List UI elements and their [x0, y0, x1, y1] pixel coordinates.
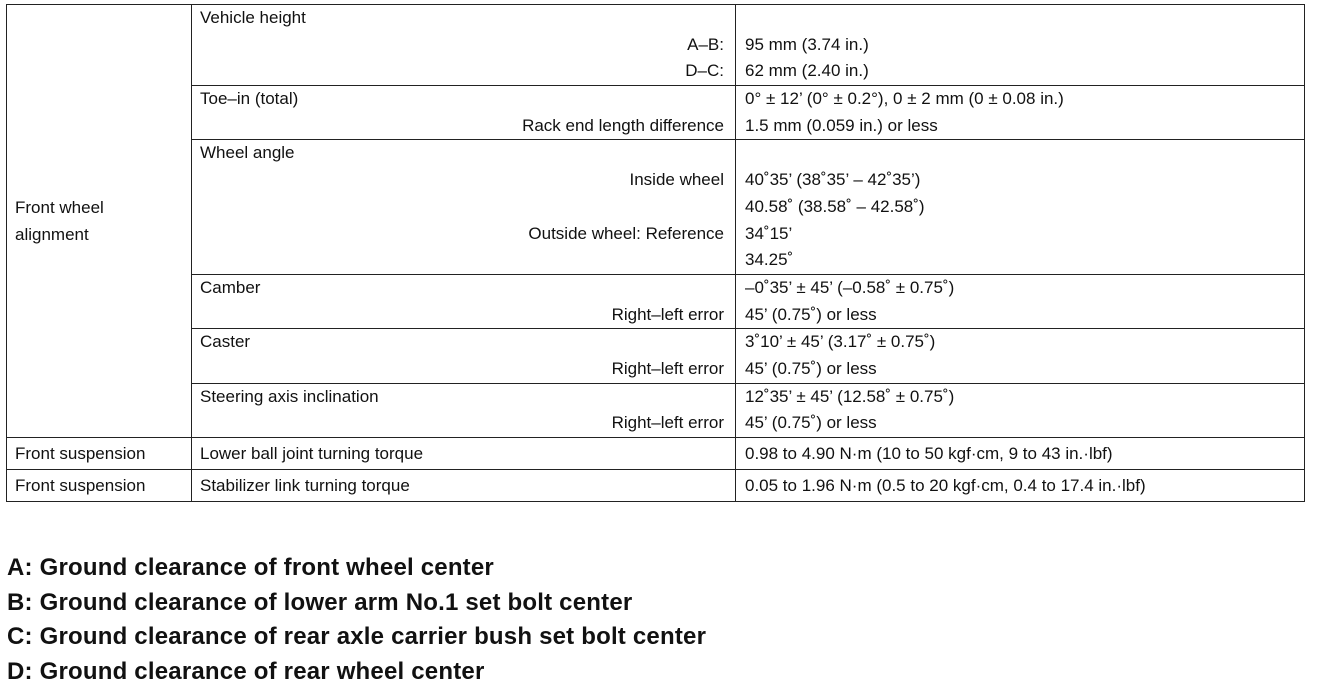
- item-label: Wheel angle: [192, 140, 735, 167]
- note-b: B: Ground clearance of lower arm No.1 set bolt center: [7, 586, 706, 621]
- value-text: 45’ (0.75˚) or less: [736, 302, 1304, 329]
- note-c: C: Ground clearance of rear axle carrier bush set bolt center: [7, 620, 706, 655]
- value-cell: [736, 5, 1305, 86]
- item-label: Steering axis inclination: [192, 384, 735, 411]
- note-a: A: Ground clearance of front wheel center: [7, 551, 706, 586]
- value-text: 0.98 to 4.90 N·m (10 to 50 kgf·cm, 9 to 43 in.·lbf): [736, 438, 1304, 469]
- sub-item-label: D–C:: [192, 58, 735, 85]
- value-text: 1.5 mm (0.059 in.) or less: [736, 113, 1304, 140]
- item-label: Caster: [192, 329, 735, 356]
- item-label: Stabilizer link turning torque: [192, 470, 735, 501]
- sub-item-blank: [192, 247, 735, 274]
- sub-item-label: Outside wheel: Reference: [192, 221, 735, 248]
- category-front-wheel-alignment: [7, 5, 192, 438]
- value-text: –0˚35’ ± 45’ (–0.58˚ ± 0.75˚): [736, 275, 1304, 302]
- item-cell: [192, 438, 736, 470]
- value-text: 34˚15’: [736, 221, 1304, 248]
- item-cell: [192, 274, 736, 328]
- category-label: Front wheel alignment: [15, 194, 175, 248]
- sub-item-label: Right–left error: [192, 356, 735, 383]
- value-text: 0.05 to 1.96 N·m (0.5 to 20 kgf·cm, 0.4 to 17.4 in.·lbf): [736, 470, 1304, 501]
- value-cell: [736, 274, 1305, 328]
- value-text: 0° ± 12’ (0° ± 0.2°), 0 ± 2 mm (0 ± 0.08 in.): [736, 86, 1304, 113]
- category-front-suspension: [7, 470, 192, 502]
- value-cell: [736, 86, 1305, 140]
- sub-item-label: Right–left error: [192, 410, 735, 437]
- item-cell: [192, 5, 736, 86]
- value-cell: [736, 383, 1305, 437]
- item-cell: [192, 383, 736, 437]
- item-cell: [192, 329, 736, 383]
- table-row-caster: [7, 329, 1305, 383]
- category-label: Front suspension: [7, 438, 191, 469]
- item-label: Camber: [192, 275, 735, 302]
- sub-item-blank: [192, 194, 735, 221]
- value-cell: [736, 329, 1305, 383]
- value-text: 34.25˚: [736, 247, 1304, 274]
- table-row-vehicle-height: [7, 5, 1305, 86]
- sub-item-label: Right–left error: [192, 302, 735, 329]
- value-text: 12˚35’ ± 45’ (12.58˚ ± 0.75˚): [736, 384, 1304, 411]
- item-cell: [192, 470, 736, 502]
- value-blank: [736, 5, 1304, 32]
- item-label: Toe–in (total): [192, 86, 735, 113]
- table-row-wheel-angle: [7, 140, 1305, 274]
- table-row-stabilizer-link: [7, 470, 1305, 502]
- item-label: Vehicle height: [192, 5, 735, 32]
- table-row-lower-ball-joint: [7, 438, 1305, 470]
- category-front-suspension: [7, 438, 192, 470]
- value-cell: [736, 140, 1305, 274]
- value-text: 45’ (0.75˚) or less: [736, 410, 1304, 437]
- value-text: 62 mm (2.40 in.): [736, 58, 1304, 85]
- value-text: 45’ (0.75˚) or less: [736, 356, 1304, 383]
- value-cell: [736, 438, 1305, 470]
- note-d: D: Ground clearance of rear wheel center: [7, 655, 706, 689]
- table-row-steering-axis-inclination: [7, 383, 1305, 437]
- value-cell: [736, 470, 1305, 502]
- legend-notes: [7, 551, 706, 689]
- table-row-camber: [7, 274, 1305, 328]
- category-label: Front suspension: [7, 470, 191, 501]
- sub-item-label: Inside wheel: [192, 167, 735, 194]
- item-label: Lower ball joint turning torque: [192, 438, 735, 469]
- sub-item-label: Rack end length difference: [192, 113, 735, 140]
- value-text: 40˚35’ (38˚35’ – 42˚35’): [736, 167, 1304, 194]
- item-cell: [192, 140, 736, 274]
- value-text: 95 mm (3.74 in.): [736, 32, 1304, 59]
- item-cell: [192, 86, 736, 140]
- value-text: 40.58˚ (38.58˚ – 42.58˚): [736, 194, 1304, 221]
- alignment-spec-table: [6, 4, 1305, 502]
- value-blank: [736, 140, 1304, 167]
- value-text: 3˚10’ ± 45’ (3.17˚ ± 0.75˚): [736, 329, 1304, 356]
- table-row-toe-in: [7, 86, 1305, 140]
- sub-item-label: A–B:: [192, 32, 735, 59]
